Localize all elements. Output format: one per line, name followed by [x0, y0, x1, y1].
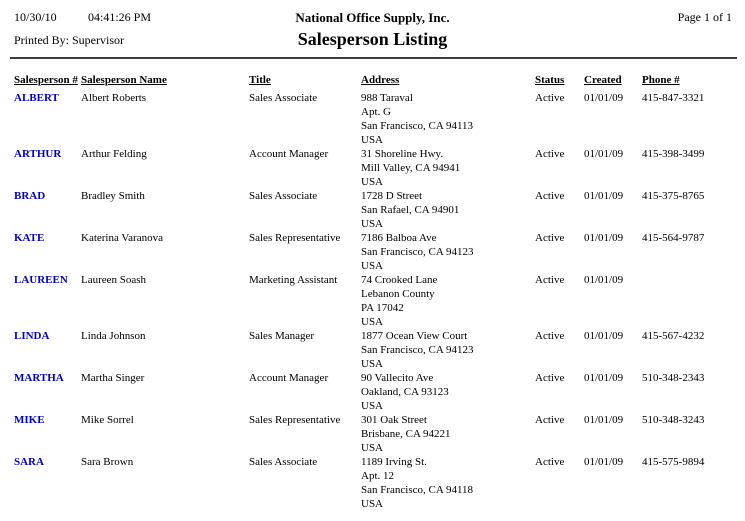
- address-line: USA: [361, 442, 384, 454]
- address-line: USA: [361, 358, 384, 370]
- salesperson-status: Active: [535, 456, 565, 468]
- address-line: 988 Taraval: [361, 92, 413, 104]
- salesperson-title: Marketing Assistant: [249, 274, 338, 286]
- header-divider: [10, 57, 737, 59]
- salesperson-status: Active: [535, 232, 565, 244]
- salesperson-address: [361, 147, 535, 189]
- address-line: San Francisco, CA 94113: [361, 120, 474, 132]
- salesperson-address: [361, 455, 535, 511]
- column-header-phone: Phone #: [642, 74, 680, 86]
- salesperson-created-date: 01/01/09: [584, 372, 624, 384]
- salesperson-status: Active: [535, 372, 565, 384]
- address-line: 74 Crooked Lane: [361, 274, 438, 286]
- address-line: Apt. G: [361, 106, 391, 118]
- salesperson-phone: 415-398-3499: [642, 148, 705, 160]
- table-row: [0, 273, 745, 329]
- salesperson-id-link[interactable]: ALBERT: [14, 92, 59, 104]
- address-line: Oakland, CA 93123: [361, 386, 449, 398]
- salesperson-status: Active: [535, 92, 565, 104]
- address-line: USA: [361, 260, 384, 272]
- salesperson-phone: 415-564-9787: [642, 232, 705, 244]
- address-line: Apt. 12: [361, 470, 394, 482]
- salesperson-created-date: 01/01/09: [584, 330, 624, 342]
- salesperson-title: Account Manager: [249, 148, 329, 160]
- salesperson-created-date: 01/01/09: [584, 190, 624, 202]
- address-line: 1728 D Street: [361, 190, 423, 202]
- salesperson-name: Mike Sorrel: [81, 414, 134, 426]
- salesperson-address: [361, 371, 535, 413]
- table-row: [0, 189, 745, 231]
- address-line: USA: [361, 316, 384, 328]
- table-row: [0, 231, 745, 273]
- salesperson-address: [361, 329, 535, 371]
- salesperson-id-link[interactable]: ARTHUR: [14, 148, 62, 160]
- address-line: USA: [361, 498, 384, 510]
- salesperson-title: Account Manager: [249, 372, 329, 384]
- column-header-address: Address: [361, 74, 400, 86]
- salesperson-status: Active: [535, 148, 565, 160]
- column-header-salesperson-id: Salesperson #: [14, 74, 78, 86]
- address-line: San Francisco, CA 94123: [361, 344, 474, 356]
- table-row: [0, 371, 745, 413]
- salesperson-created-date: 01/01/09: [584, 92, 624, 104]
- column-header-created: Created: [584, 74, 622, 86]
- salesperson-table: [0, 73, 745, 511]
- salesperson-name: Arthur Felding: [81, 148, 147, 160]
- salesperson-title: Sales Associate: [249, 92, 318, 104]
- salesperson-id-link[interactable]: LAUREEN: [14, 274, 68, 286]
- salesperson-phone: 415-375-8765: [642, 190, 705, 202]
- salesperson-address: [361, 231, 535, 273]
- report-time: 04:41:26 PM: [88, 10, 152, 24]
- address-line: Lebanon County: [361, 288, 435, 300]
- salesperson-rows: [0, 91, 745, 511]
- salesperson-title: Sales Associate: [249, 190, 318, 202]
- address-line: USA: [361, 400, 384, 412]
- report-date: 10/30/10: [14, 10, 57, 24]
- salesperson-name: Bradley Smith: [81, 190, 145, 202]
- salesperson-address: [361, 273, 535, 329]
- salesperson-id-link[interactable]: MIKE: [14, 414, 45, 426]
- salesperson-id-link[interactable]: BRAD: [14, 190, 46, 202]
- salesperson-name: Linda Johnson: [81, 330, 146, 342]
- salesperson-status: Active: [535, 274, 565, 286]
- address-line: 1189 Irving St.: [361, 456, 427, 468]
- salesperson-address: [361, 91, 535, 147]
- salesperson-created-date: 01/01/09: [584, 148, 624, 160]
- table-row: [0, 147, 745, 189]
- salesperson-title: Sales Manager: [249, 330, 315, 342]
- salesperson-name: Martha Singer: [81, 372, 145, 384]
- salesperson-id-link[interactable]: KATE: [14, 232, 45, 244]
- table-row: [0, 455, 745, 511]
- salesperson-phone: 415-847-3321: [642, 92, 705, 104]
- salesperson-name: Katerina Varanova: [81, 232, 163, 244]
- salesperson-created-date: 01/01/09: [584, 274, 624, 286]
- salesperson-phone: 415-575-9894: [642, 456, 705, 468]
- company-name: National Office Supply, Inc.: [295, 10, 450, 25]
- table-row: [0, 91, 745, 147]
- printed-by: Printed By: Supervisor: [14, 33, 124, 47]
- address-line: USA: [361, 176, 384, 188]
- salesperson-created-date: 01/01/09: [584, 232, 624, 244]
- address-line: San Rafael, CA 94901: [361, 204, 460, 216]
- salesperson-address: [361, 189, 535, 231]
- salesperson-created-date: 01/01/09: [584, 456, 624, 468]
- salesperson-phone: 510-348-3243: [642, 414, 705, 426]
- column-header-title: Title: [249, 74, 271, 86]
- address-line: Brisbane, CA 94221: [361, 428, 451, 440]
- salesperson-status: Active: [535, 414, 565, 426]
- address-line: Mill Valley, CA 94941: [361, 162, 461, 174]
- table-row: [0, 329, 745, 371]
- table-header-row: [0, 73, 745, 87]
- salesperson-status: Active: [535, 330, 565, 342]
- address-line: USA: [361, 134, 384, 146]
- address-line: USA: [361, 218, 384, 230]
- salesperson-phone: 415-567-4232: [642, 330, 705, 342]
- salesperson-id-link[interactable]: MARTHA: [14, 372, 64, 384]
- salesperson-phone: 510-348-2343: [642, 372, 705, 384]
- address-line: 301 Oak Street: [361, 414, 427, 426]
- salesperson-name: Laureen Soash: [81, 274, 147, 286]
- page-indicator: Page 1 of 1: [677, 10, 732, 24]
- column-header-salesperson-name: Salesperson Name: [81, 74, 167, 86]
- address-line: San Francisco, CA 94123: [361, 246, 474, 258]
- salesperson-name: Sara Brown: [81, 456, 134, 468]
- report-title: Salesperson Listing: [297, 29, 448, 49]
- salesperson-id-link[interactable]: LINDA: [14, 330, 50, 342]
- salesperson-status: Active: [535, 190, 565, 202]
- salesperson-created-date: 01/01/09: [584, 414, 624, 426]
- salesperson-address: [361, 413, 535, 455]
- salesperson-id-link[interactable]: SARA: [14, 456, 44, 468]
- salesperson-title: Sales Representative: [249, 414, 341, 426]
- address-line: PA 17042: [361, 302, 404, 314]
- address-line: San Francisco, CA 94118: [361, 484, 474, 496]
- table-row: [0, 413, 745, 455]
- address-line: 7186 Balboa Ave: [361, 232, 437, 244]
- address-line: 31 Shoreline Hwy.: [361, 148, 444, 160]
- salesperson-name: Albert Roberts: [81, 92, 147, 104]
- address-line: 90 Vallecito Ave: [361, 372, 434, 384]
- column-header-status: Status: [535, 74, 565, 86]
- salesperson-title: Sales Representative: [249, 232, 341, 244]
- salesperson-title: Sales Associate: [249, 456, 318, 468]
- address-line: 1877 Ocean View Court: [361, 330, 468, 342]
